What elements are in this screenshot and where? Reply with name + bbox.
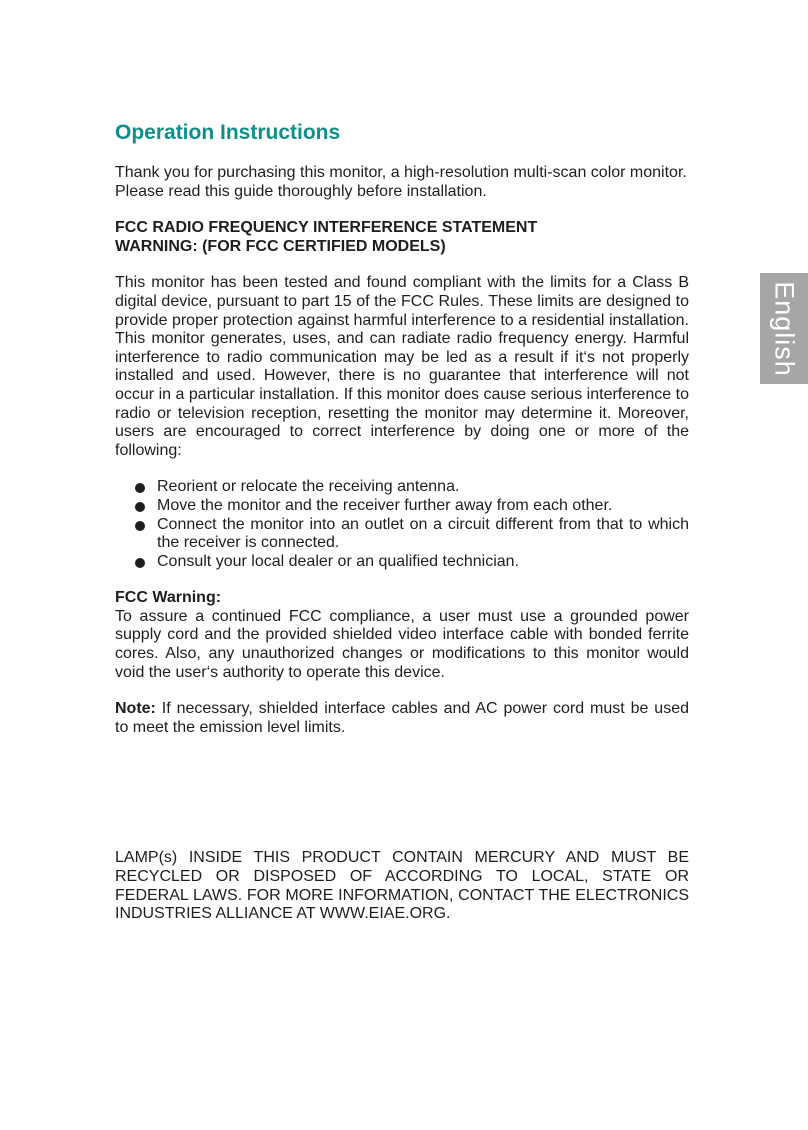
intro-thanks-text: Thank you for purchasing this monitor, a high-resolution multi-scan color monitor. [115, 164, 687, 181]
note-paragraph [115, 700, 689, 737]
remedy-list [115, 478, 689, 571]
fcc-warning-heading: FCC Warning: [115, 589, 222, 607]
bullet-dot-icon [135, 558, 145, 568]
list-item-text: Connect the monitor into an outlet on a circuit different from that to which the receiver is connected. [157, 515, 689, 552]
note-body: If necessary, shielded interface cables and AC power cord must be used to meet the emission level limits. [115, 700, 689, 736]
list-item [115, 497, 689, 516]
fcc-statement-heading [115, 219, 689, 256]
manual-page [115, 118, 689, 924]
list-item [115, 553, 689, 572]
bullet-dot-icon [135, 502, 145, 512]
fcc-statement-heading-line1: FCC RADIO FREQUENCY INTERFERENCE STATEMENT [115, 219, 538, 237]
list-item-text: Consult your local dealer or an qualified technician. [157, 552, 519, 570]
language-side-tab [760, 273, 808, 384]
fcc-statement-body: This monitor has been tested and found compliant with the limits for a Class B digital device, pursuant to part 15 of the FCC Rules. These limits are designed to provide proper protection against harmful interference to a residential installation. This monitor generates, uses, and can radiate radio frequency energy. Harmful interference to radio communication may be led as a result if it‘s not properly installed and used. However, there is no guarantee that interference will not occur in a particular installation. If this monitor does cause serious interference to radio or television reception, resetting the monitor may determine it. Moreover, users are encouraged to correct interference by doing one or more of the following: [115, 274, 689, 459]
lamp-recycling-notice: LAMP(s) INSIDE THIS PRODUCT CONTAIN MERCURY AND MUST BE RECYCLED OR DISPOSED OF ACCORDING TO LOCAL, STATE OR FEDERAL LAWS. FOR MORE INFORMATION, CONTACT THE ELECTRONICS INDUSTRIES ALLIANCE AT WWW.EIAE.ORG. [115, 849, 689, 923]
list-item [115, 516, 689, 553]
list-item-text: Reorient or relocate the receiving antenna. [157, 478, 460, 496]
list-item [115, 478, 689, 497]
fcc-statement-heading-line2: WARNING: (FOR FCC CERTIFIED MODELS) [115, 237, 446, 255]
list-item-text: Move the monitor and the receiver further away from each other. [157, 496, 613, 514]
intro-section [115, 164, 689, 201]
intro-read-guide-text: Please read this guide thoroughly before installation. [115, 182, 487, 200]
fcc-warning-body: To assure a continued FCC compliance, a user must use a grounded power supply cord and the provided shielded video interface cable with bonded ferrite cores. Also, any unauthorized changes or modifications to this monitor would void the user‘s authority to operate this device. [115, 607, 689, 681]
note-label: Note: [115, 700, 156, 718]
language-label: English [769, 280, 800, 377]
bullet-dot-icon [135, 483, 145, 493]
page-title: Operation Instructions [115, 121, 341, 144]
bullet-dot-icon [135, 521, 145, 531]
